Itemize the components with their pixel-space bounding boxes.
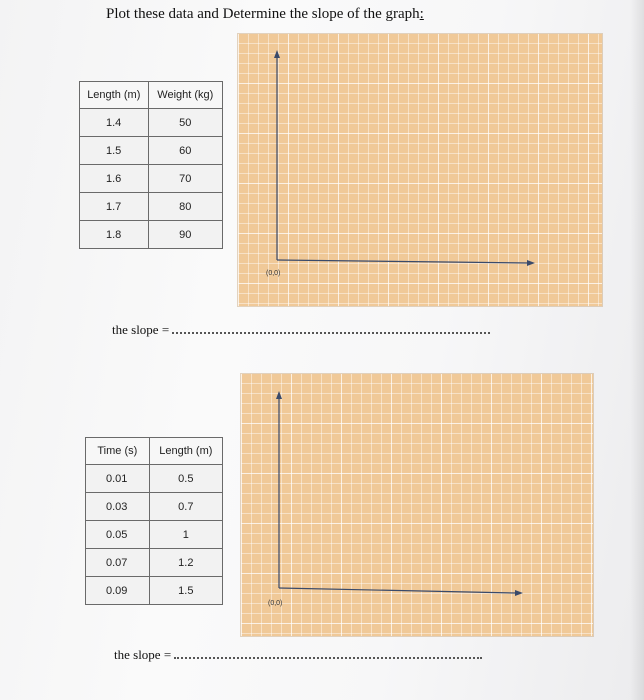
table-cell: 1.6 xyxy=(80,165,149,193)
table-cell: 90 xyxy=(148,221,222,249)
column-header: Length (m) xyxy=(149,438,222,465)
answer-dotted-line[interactable] xyxy=(174,656,482,659)
table-cell: 1.5 xyxy=(80,137,149,165)
x-axis-arrow-icon xyxy=(515,590,523,596)
x-axis-arrow-icon xyxy=(527,260,535,266)
column-header: Length (m) xyxy=(80,82,149,109)
column-header: Weight (kg) xyxy=(148,82,222,109)
table-cell: 0.5 xyxy=(149,465,222,493)
heading-text: Plot these data and Determine the slope of the graph xyxy=(106,6,420,22)
table-cell: 0.03 xyxy=(86,493,150,521)
table-cell: 0.7 xyxy=(149,493,222,521)
table-row xyxy=(86,577,223,605)
table-row xyxy=(80,137,223,165)
table-cell: 0.05 xyxy=(86,521,150,549)
column-header: Time (s) xyxy=(86,438,150,465)
table-header-row xyxy=(86,438,223,465)
table-cell: 0.01 xyxy=(86,465,150,493)
table-cell: 1.5 xyxy=(149,577,222,605)
table-cell: 1.7 xyxy=(80,193,149,221)
table-row xyxy=(80,165,223,193)
answer-dotted-line[interactable] xyxy=(172,331,490,334)
x-axis xyxy=(279,588,515,593)
slope-label: the slope = xyxy=(114,647,172,662)
graph-axes-1 xyxy=(238,34,602,306)
table-cell: 1.8 xyxy=(80,221,149,249)
heading-colon: : xyxy=(419,6,424,22)
slope-label: the slope = xyxy=(112,322,170,337)
y-axis-arrow-icon xyxy=(274,50,280,58)
table-cell: 0.07 xyxy=(86,549,150,577)
table-row xyxy=(86,493,223,521)
table-header-row xyxy=(80,82,223,109)
table-row xyxy=(80,221,223,249)
worksheet-heading xyxy=(106,6,424,23)
table-cell: 1.4 xyxy=(80,109,149,137)
table-cell: 60 xyxy=(148,137,222,165)
table-cell: 1.2 xyxy=(149,549,222,577)
slope-answer-line-2 xyxy=(114,647,482,663)
graph-paper-2 xyxy=(241,374,593,636)
y-axis-arrow-icon xyxy=(276,391,282,399)
table-row xyxy=(86,549,223,577)
table-cell: 70 xyxy=(148,165,222,193)
x-axis xyxy=(277,260,528,263)
table-row xyxy=(86,521,223,549)
origin-label: (0,0) xyxy=(268,600,283,607)
graph-paper-1 xyxy=(238,34,602,306)
data-table-2 xyxy=(85,437,223,605)
slope-answer-line-1 xyxy=(112,322,490,338)
table-row xyxy=(86,465,223,493)
table-row xyxy=(80,193,223,221)
table-cell: 0.09 xyxy=(86,577,150,605)
data-table-1 xyxy=(79,81,223,249)
table-cell: 1 xyxy=(149,521,222,549)
graph-axes-2 xyxy=(241,374,593,636)
table-cell: 50 xyxy=(148,109,222,137)
page-shadow xyxy=(630,0,644,700)
table-cell: 80 xyxy=(148,193,222,221)
table-row xyxy=(80,109,223,137)
origin-label: (0,0) xyxy=(266,270,281,277)
